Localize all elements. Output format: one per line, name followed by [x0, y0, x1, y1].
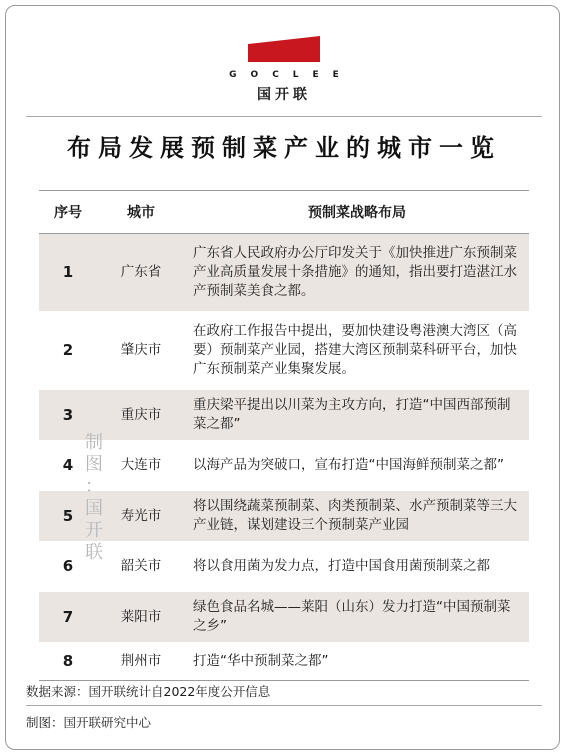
row-city: 荆州市 — [97, 643, 185, 681]
row-index: 7 — [39, 592, 97, 643]
table-row — [39, 643, 529, 681]
row-city: 寿光市 — [97, 491, 185, 542]
row-index: 6 — [39, 542, 97, 592]
header-strategy: 预制菜战略布局 — [185, 191, 529, 234]
footer-divider — [26, 705, 542, 706]
table-row — [39, 312, 529, 390]
city-table — [39, 190, 529, 681]
row-strategy: 绿色食品名城——莱阳（山东）发力打造“中国预制菜之乡” — [185, 592, 529, 643]
header-index: 序号 — [39, 191, 97, 234]
row-strategy: 重庆梁平提出以川菜为主攻方向，打造“中国西部预制菜之都” — [185, 390, 529, 441]
row-city: 韶关市 — [97, 542, 185, 592]
row-index: 4 — [39, 441, 97, 491]
table-row — [39, 592, 529, 643]
table-row — [39, 390, 529, 441]
row-city: 广东省 — [97, 234, 185, 312]
row-city: 肇庆市 — [97, 312, 185, 390]
brand-name-cn: 国开联 — [257, 87, 311, 103]
row-city: 大连市 — [97, 441, 185, 491]
watermark-char: 开 — [85, 520, 103, 541]
chart-maker: 制图：国开联研究中心 — [26, 715, 152, 730]
row-strategy: 广东省人民政府办公厅印发关于《加快推进广东预制菜产业高质量发展十条措施》的通知，指出要打造湛江水产预制菜美食之都。 — [185, 234, 529, 312]
page-title: 布局发展预制菜产业的城市一览 — [67, 133, 501, 162]
table-row — [39, 491, 529, 542]
row-strategy: 将以围绕蔬菜预制菜、肉类预制菜、水产预制菜等三大产业链，谋划建设三个预制菜产业园 — [185, 491, 529, 542]
watermark-char: 国 — [85, 498, 103, 519]
row-index: 5 — [39, 491, 97, 542]
row-strategy: 打造“华中预制菜之都” — [185, 643, 529, 681]
data-source: 数据来源：国开联统计自2022年度公开信息 — [26, 684, 271, 699]
table-row — [39, 542, 529, 592]
header-divider — [26, 116, 542, 117]
row-strategy: 将以食用菌为发力点，打造中国食用菌预制菜之都 — [185, 542, 529, 592]
table-row — [39, 234, 529, 312]
row-city: 重庆市 — [97, 390, 185, 441]
row-strategy: 以海产品为突破口，宣布打造“中国海鲜预制菜之都” — [185, 441, 529, 491]
row-index: 2 — [39, 312, 97, 390]
row-index: 1 — [39, 234, 97, 312]
watermark-char: 联 — [85, 542, 103, 563]
row-strategy: 在政府工作报告中提出，要加快建设粤港澳大湾区（高要）预制菜产业园，搭建大湾区预制菜科研平台，加快广东预制菜产业集聚发展。 — [185, 312, 529, 390]
watermark-char: ： — [85, 476, 103, 497]
header-city: 城市 — [97, 191, 185, 234]
row-index: 3 — [39, 390, 97, 441]
table-row — [39, 441, 529, 491]
row-index: 8 — [39, 643, 97, 681]
row-city: 莱阳市 — [97, 592, 185, 643]
watermark-char: 图 — [85, 454, 103, 475]
watermark — [82, 432, 106, 564]
table-header-row — [39, 191, 529, 234]
goclee-logo-icon — [248, 36, 320, 62]
brand-name-en: GOCLEE — [229, 70, 353, 80]
watermark-char: 制 — [85, 432, 103, 453]
